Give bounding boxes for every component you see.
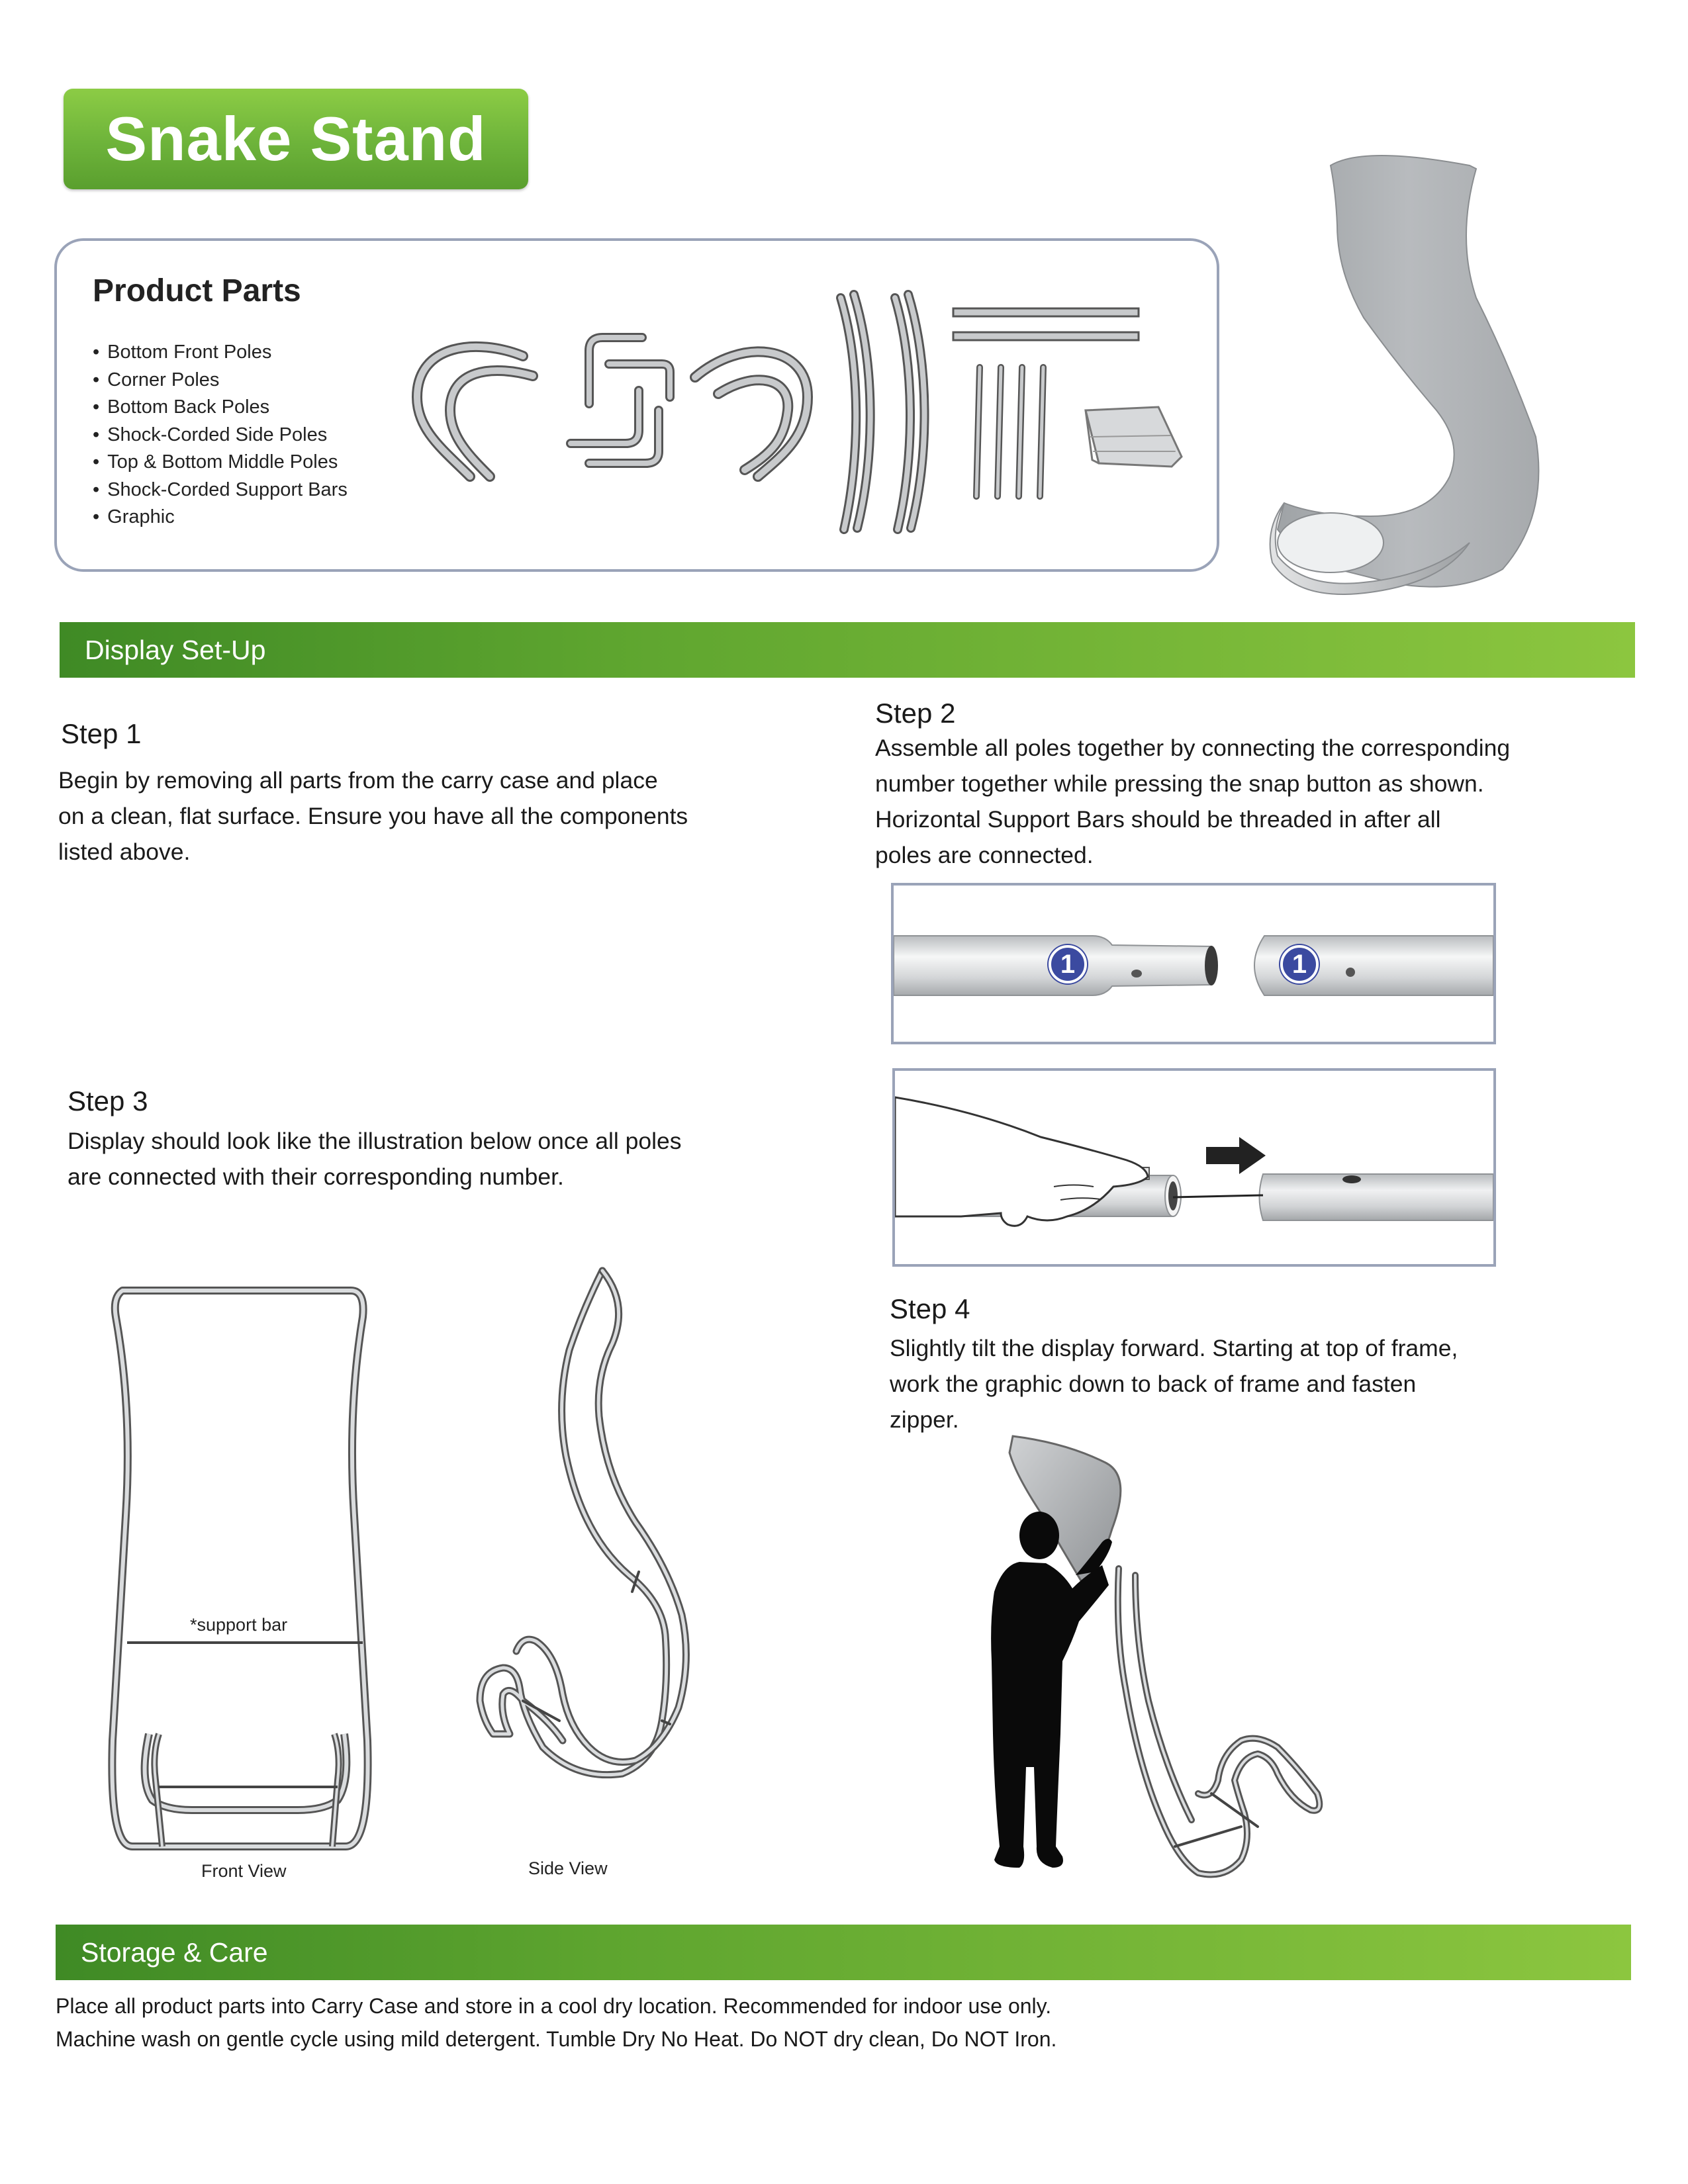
folded-graphic-illustration (1086, 407, 1182, 467)
step3-line: are connected with their corresponding number. (68, 1163, 564, 1190)
side-view-illustration (463, 1257, 715, 1853)
step1-line: on a clean, flat surface. Ensure you have all the components (58, 803, 688, 829)
title-badge (64, 89, 528, 189)
parts-illustration (397, 278, 1205, 556)
pole-connection-box (891, 883, 1496, 1044)
step1-line: listed above. (58, 839, 191, 865)
step4-title: Step 4 (890, 1293, 970, 1324)
display-setup-band (60, 622, 1635, 678)
page-title: Snake Stand (105, 104, 487, 173)
step2-line: poles are connected. (875, 842, 1094, 868)
step3-title: Step 3 (68, 1085, 148, 1116)
person-installing-graphic-illustration (980, 1423, 1350, 1899)
side-view-label: Side View (528, 1858, 608, 1878)
bottom-front-poles-illustration (417, 347, 533, 477)
step3-line: Display should look like the illustration below once all poles (68, 1128, 682, 1154)
storage-line: Machine wash on gentle cycle using mild detergent. Tumble Dry No Heat. Do NOT dry clean, Do NOT Iron. (56, 2027, 1057, 2051)
step4-line: zipper. (890, 1406, 959, 1433)
middle-poles-illustration (953, 308, 1139, 340)
pole-number-left: 1 (1060, 949, 1076, 979)
storage-care-band (56, 1925, 1631, 1980)
step1-text (58, 762, 839, 870)
corner-poles-illustration (571, 338, 670, 463)
pole-number-badge-left (1049, 945, 1087, 983)
support-bar-label: *support bar (190, 1615, 288, 1635)
storage-care-text (56, 1989, 1056, 2056)
step4-line: Slightly tilt the display forward. Starting at top of frame, (890, 1335, 1458, 1361)
step4-line: work the graphic down to back of frame and fasten (890, 1371, 1417, 1397)
step2-text (875, 730, 1656, 873)
snap-button-illustration (895, 1071, 1493, 1264)
product-parts-list (93, 339, 348, 531)
list-item: • Shock-Corded Side Poles (93, 422, 348, 449)
snake-stand-product-image (1258, 146, 1589, 609)
pole-connection-illustration (894, 886, 1493, 1042)
list-item: • Bottom Back Poles (93, 394, 348, 422)
step2-title: Step 2 (875, 698, 956, 729)
product-parts-heading: Product Parts (93, 273, 301, 308)
step2-line: Assemble all poles together by connecting the corresponding (875, 735, 1511, 761)
snap-button-box (892, 1068, 1496, 1267)
step1-title: Step 1 (61, 718, 142, 749)
display-setup-heading: Display Set-Up (85, 634, 266, 665)
list-item: • Graphic (93, 504, 348, 531)
storage-care-heading: Storage & Care (81, 1936, 268, 1968)
step4-text (890, 1330, 1671, 1437)
front-view-illustration (99, 1277, 397, 1860)
list-item: • Bottom Front Poles (93, 339, 348, 367)
support-bars-illustration (976, 367, 1043, 496)
pole-number-right: 1 (1291, 949, 1307, 979)
pole-number-badge-right (1280, 945, 1319, 983)
step2-line: Horizontal Support Bars should be threaded in after all (875, 806, 1441, 833)
storage-line: Place all product parts into Carry Case and store in a cool dry location. Recommended for indoor use only. (56, 1994, 1052, 2018)
bottom-back-poles-illustration (695, 351, 808, 477)
list-item: • Shock-Corded Support Bars (93, 477, 348, 504)
list-item: • Corner Poles (93, 367, 348, 394)
front-view-label: Front View (201, 1861, 287, 1881)
step1-line: Begin by removing all parts from the carry case and place (58, 767, 658, 794)
step2-line: number together while pressing the snap button as shown. (875, 770, 1484, 797)
side-poles-illustration (841, 295, 925, 529)
person-silhouette (991, 1512, 1112, 1868)
list-item: • Top & Bottom Middle Poles (93, 449, 348, 477)
step3-text (68, 1123, 849, 1195)
